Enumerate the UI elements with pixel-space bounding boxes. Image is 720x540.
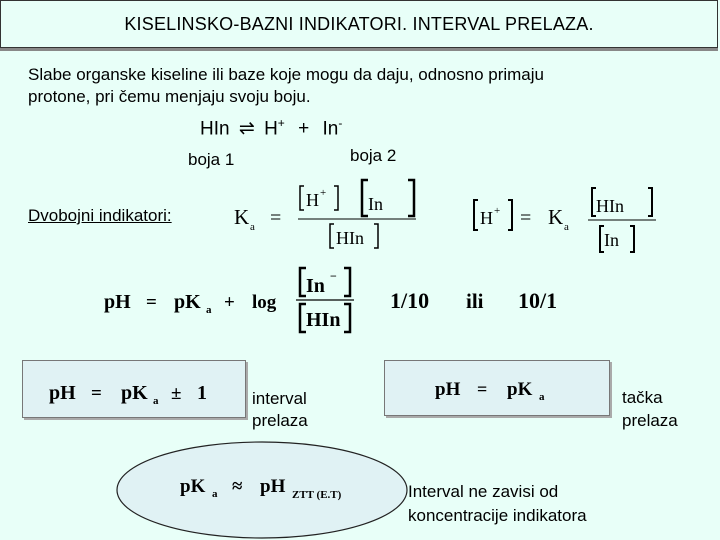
h-charge: +: [320, 187, 327, 199]
pka-subscript: a: [153, 395, 159, 407]
equals-sign: =: [520, 207, 532, 229]
point-label: [622, 386, 678, 432]
plus-sign: +: [298, 118, 310, 140]
ztt-subscript: ZTT (E.T): [292, 489, 342, 501]
h-plus-charge: +: [277, 116, 285, 130]
pka-subscript: a: [539, 391, 545, 403]
hin-symbol: HIn: [596, 196, 624, 216]
bracket-in-right: [344, 268, 350, 296]
color-2-label: boja 2: [350, 146, 397, 165]
point-label-line-2: prelaza: [622, 411, 678, 430]
log-symbol: log: [252, 292, 277, 313]
interval-formula-box: [22, 360, 246, 418]
in-symbol: In: [368, 194, 383, 214]
point-formula: [385, 361, 611, 417]
bracket-in-right: [630, 226, 634, 252]
title-bar: [0, 0, 718, 48]
approx-sign: ≈: [232, 476, 243, 497]
equilibrium-arrow-icon: ⇌: [238, 118, 255, 140]
ka-subscript: a: [250, 221, 255, 233]
note-line-2: koncentracije indikatora: [408, 506, 587, 525]
pka-subscript: a: [212, 488, 218, 500]
in-charge: −: [330, 269, 337, 283]
color-1-label: boja 1: [188, 150, 235, 169]
bracket-in-right: [408, 180, 414, 216]
pka-symbol: pK: [174, 291, 201, 313]
ka-subscript: a: [564, 221, 569, 233]
interval-label: [252, 388, 308, 432]
bracket-hin-right: [648, 188, 652, 216]
pka-symbol: pK: [121, 382, 148, 404]
in-symbol: In: [306, 275, 325, 297]
bracket-h-left: [474, 200, 478, 230]
interval-label-line-1: interval: [252, 389, 307, 408]
ph-log-formula: [100, 262, 580, 338]
bracket-h-right: [334, 186, 338, 210]
ph-symbol: pH: [49, 382, 76, 404]
intro-line-2: protone, pri čemu menjaju svoju boju.: [28, 87, 311, 106]
pka-symbol: pK: [180, 476, 206, 497]
bracket-hin-right: [374, 224, 378, 248]
hin-symbol: HIn: [306, 309, 341, 331]
ratio-one-tenth: 1/10: [390, 288, 430, 313]
ph-symbol: pH: [104, 291, 131, 313]
ka-formula: [230, 178, 430, 250]
page-title: KISELINSKO-BAZNI INDIKATORI. INTERVAL PRELAZA.: [124, 13, 594, 34]
ka-symbol: K: [548, 205, 564, 229]
ratio-ten-to-one: 10/1: [518, 288, 558, 313]
interval-label-line-2: prelaza: [252, 411, 308, 430]
equivalence-ellipse: [112, 440, 412, 540]
point-label-line-1: tačka: [622, 388, 663, 407]
equals-sign: =: [270, 207, 282, 229]
hin-symbol: HIn: [336, 228, 364, 248]
bracket-hin-right: [344, 304, 350, 332]
intro-line-1: Slabe organske kiseline ili baze koje mogu da daju, odnosno primaju: [28, 65, 544, 84]
ka-symbol: K: [234, 205, 250, 229]
bracket-h-left: [300, 186, 304, 210]
pka-symbol: pK: [507, 379, 533, 400]
equilibrium-equation: [200, 116, 342, 140]
h-charge: +: [494, 205, 501, 217]
h-plus-species: H: [264, 118, 278, 140]
h-symbol: H: [480, 208, 493, 228]
point-formula-box: [384, 360, 610, 416]
or-word: ili: [466, 289, 484, 313]
note-text: [408, 480, 587, 528]
hin-species: HIn: [200, 118, 230, 140]
ph-symbol: pH: [260, 476, 286, 497]
pka-subscript: a: [206, 304, 212, 316]
dual-indicators-label: Dvobojni indikatori:: [28, 206, 172, 225]
ph-symbol: pH: [435, 379, 461, 400]
h-plus-formula: [468, 184, 664, 256]
bracket-h-right: [508, 200, 512, 230]
equals-sign: =: [91, 383, 102, 404]
h-symbol: H: [306, 190, 319, 210]
in-minus-charge: -: [338, 116, 343, 130]
in-minus-species: In: [322, 118, 339, 140]
one-value: 1: [197, 382, 207, 404]
interval-formula: [23, 361, 247, 419]
plus-minus-sign: ±: [171, 383, 182, 404]
note-line-1: Interval ne zavisi od: [408, 482, 559, 501]
equals-sign: =: [477, 379, 488, 399]
equals-sign: =: [146, 292, 157, 313]
in-symbol: In: [604, 230, 619, 250]
intro-text: [28, 64, 544, 108]
plus-sign: +: [224, 292, 235, 313]
bracket-hin-left: [330, 224, 334, 248]
